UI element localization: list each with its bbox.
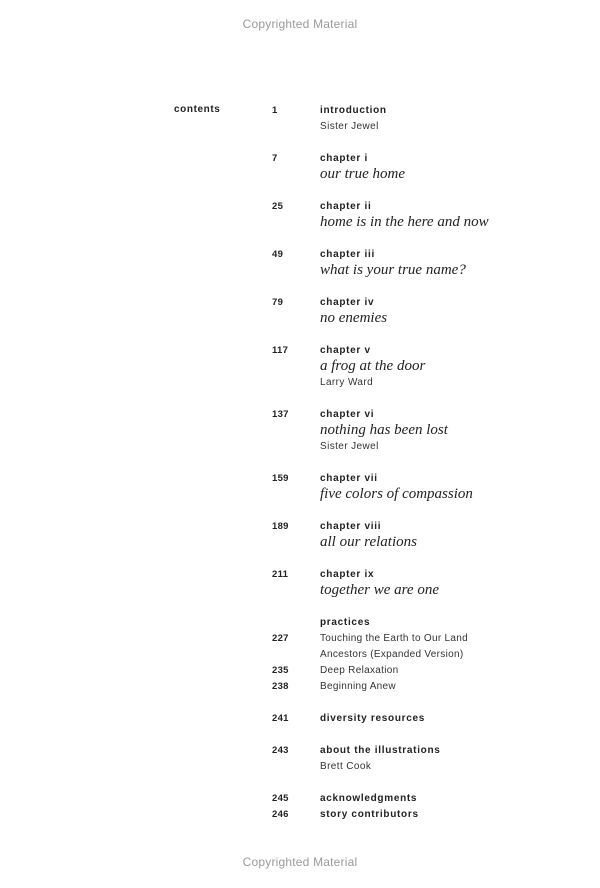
toc-entry-label: chapter v (320, 345, 371, 356)
toc-page-number: 246 (272, 809, 289, 820)
toc-entry-title: nothing has been lost (320, 422, 448, 438)
toc-practice-item: Touching the Earth to Our Land (320, 633, 468, 644)
toc-page-number: 25 (272, 201, 284, 212)
toc-page-number: 79 (272, 297, 284, 308)
toc-entry-title: what is your true name? (320, 262, 466, 278)
toc-entry-label: story contributors (320, 809, 419, 820)
toc-page-number: 227 (272, 633, 289, 644)
toc-entry-label: diversity resources (320, 713, 426, 724)
toc-entry-title: all our relations (320, 534, 417, 550)
toc-entry-author: Brett Cook (320, 761, 372, 772)
toc-page-number: 159 (272, 473, 289, 484)
toc-entry-label: chapter ix (320, 569, 375, 580)
toc-entry-label: chapter ii (320, 201, 372, 212)
toc-entry-title: our true home (320, 166, 405, 182)
copyright-watermark-top: Copyrighted Material (242, 17, 358, 31)
toc-page-number: 7 (272, 153, 278, 164)
toc-entry-author: Larry Ward (320, 377, 374, 388)
toc-entry-title: five colors of compassion (320, 486, 473, 502)
toc-entry-label: chapter viii (320, 521, 382, 532)
toc-page-number: 235 (272, 665, 289, 676)
toc-practice-item: Deep Relaxation (320, 665, 399, 676)
toc-entry-label: chapter iv (320, 297, 375, 308)
toc-entry-label: about the illustrations (320, 745, 441, 756)
toc-entry-author: Sister Jewel (320, 121, 379, 132)
toc-page-number: 245 (272, 793, 289, 804)
toc-entry-label: introduction (320, 105, 387, 116)
toc-entry-label: acknowledgments (320, 793, 418, 804)
contents-heading: contents (174, 104, 221, 115)
toc-page-number: 211 (272, 569, 289, 580)
toc-entry-label: chapter vii (320, 473, 378, 484)
toc-entry-label: chapter vi (320, 409, 375, 420)
toc-entry-label: chapter i (320, 153, 368, 164)
toc-entry-title: together we are one (320, 582, 439, 598)
toc-page-number: 49 (272, 249, 284, 260)
toc-page-number: 189 (272, 521, 289, 532)
toc-entry-author: Sister Jewel (320, 441, 379, 452)
copyright-watermark-bottom: Copyrighted Material (242, 855, 358, 869)
toc-entry-label: chapter iii (320, 249, 375, 260)
toc-practice-item: Beginning Anew (320, 681, 396, 692)
toc-page-number: 1 (272, 105, 278, 116)
toc-entry-title: home is in the here and now (320, 214, 489, 230)
toc-page-number: 238 (272, 681, 289, 692)
toc-entry-title: a frog at the door (320, 358, 426, 374)
toc-page-number: 241 (272, 713, 289, 724)
toc-section-practices: practices (320, 617, 371, 628)
toc-practice-item-continued: Ancestors (Expanded Version) (320, 649, 464, 660)
toc-page-number: 117 (272, 345, 289, 356)
toc-page-number: 137 (272, 409, 289, 420)
toc-page-number: 243 (272, 745, 289, 756)
toc-entry-title: no enemies (320, 310, 388, 326)
